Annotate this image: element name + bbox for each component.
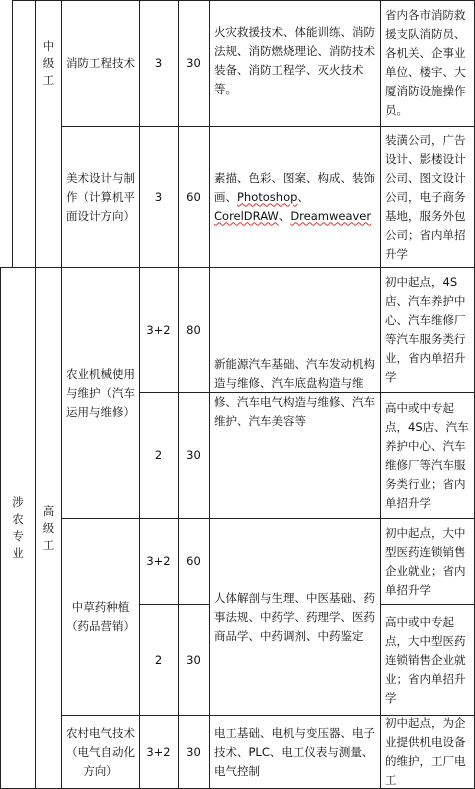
major-name-cell: [64, 127, 137, 267]
count-value: 80: [186, 322, 201, 337]
courses-text: 人体解剖与生理、中医基础、药事法规、中药学、药理学、医药商品学、中药调剂、中药鉴定: [214, 590, 375, 643]
major-name-cell: [64, 716, 137, 788]
count-cell: [178, 605, 209, 715]
courses-cell: [214, 519, 377, 715]
rule: [380, 0, 381, 789]
courses-fragment: 、: [278, 208, 291, 223]
courses-text: 新能源汽车基础、汽车发动机构造与维修、汽车底盘构造与维修、汽车电气构造与维修、汽车维护、汽车美容等: [214, 357, 375, 428]
direction-text: 初中起点，大中型医药连锁销售企业就业；省内单招升学: [385, 525, 466, 597]
rule: [61, 0, 62, 789]
direction-text: 省内各市消防救援支队消防员、各机关、企事业单位、楼宇、大厦消防设施操作员。: [385, 8, 466, 117]
years-cell: [139, 605, 178, 715]
category-text: 涉农专业: [12, 495, 24, 560]
software-name: Dreamweaver: [290, 208, 372, 223]
direction-cell: [385, 605, 471, 715]
count-cell: [178, 393, 209, 518]
count-cell: [178, 519, 209, 604]
count-value: 30: [186, 448, 201, 462]
level-label-mid: [36, 0, 61, 126]
years-cell: [139, 0, 178, 126]
count-cell: [178, 268, 209, 392]
count-cell: [178, 716, 209, 788]
direction-cell: [385, 519, 471, 604]
major-category-label: [1, 268, 35, 788]
direction-cell: [385, 127, 471, 267]
years-value: 3: [154, 55, 163, 70]
years-cell: [139, 519, 178, 604]
major-name-cell: [64, 268, 137, 518]
courses-cell: [214, 127, 377, 267]
courses-text: 火灾救援技术、体能训练、消防法规、消防燃烧理论、消防技术装备、消防工程学、灭火技术等。: [214, 25, 375, 96]
direction-cell: [385, 0, 471, 126]
software-name: Photoshop: [237, 189, 298, 204]
courses-cell: [214, 268, 377, 518]
direction-text: 装潢公司，广告设计、影楼设计公司、图文设计公司，电子商务基地，服务外包公司；省内单招升学: [385, 132, 466, 261]
courses-cell: [214, 716, 377, 788]
major-name: 美术设计与制作（计算机平面设计方向）: [66, 170, 135, 223]
count-value: 60: [186, 189, 201, 204]
years-value: 2: [154, 448, 163, 462]
level-text: 中级工: [42, 38, 55, 87]
count-cell: [178, 127, 209, 267]
direction-text: 初中起点，4S店、汽车养护中心、汽车维修厂等汽车服务类行业，省内单招升学: [385, 275, 466, 384]
major-name-cell: [64, 519, 137, 715]
courses-cell: [214, 0, 377, 126]
direction-cell: [385, 393, 471, 518]
courses-text: [214, 169, 377, 226]
rule: [209, 0, 210, 789]
courses-fragment: 、: [297, 189, 309, 204]
count-value: 30: [186, 744, 201, 759]
rule: [12, 0, 13, 268]
years-value: 3+2: [146, 554, 171, 568]
level-label-high: [36, 268, 61, 788]
years-cell: [139, 716, 178, 788]
courses-fragment: 素描、色彩、图案、构成、装饰画、: [214, 170, 375, 204]
years-value: 2: [154, 652, 163, 667]
major-name: 中草药种植（药品营销）: [66, 600, 135, 633]
years-cell: [139, 268, 178, 392]
direction-cell: [385, 716, 471, 788]
direction-text: 高中或中专起点，4S店、汽车养护中心、汽车维修厂等汽车服务类行业；省内单招升学: [385, 400, 469, 510]
years-value: 3+2: [146, 744, 171, 759]
direction-cell: [385, 268, 471, 392]
count-value: 30: [186, 55, 201, 70]
years-value: 3: [154, 189, 163, 204]
major-name: 消防工程技术: [66, 55, 135, 70]
direction-text: 高中或中专起点，大中型医药连锁销售企业就业；省内单招升学: [385, 614, 466, 705]
major-name: 农业机械使用与维护（汽车运用与维修）: [66, 366, 135, 419]
years-cell: [139, 393, 178, 518]
count-value: 30: [186, 652, 201, 667]
major-name-cell: [66, 0, 135, 126]
major-name: 农村电气技术（电气自动化方向）: [66, 725, 135, 778]
courses-text: 电工基础、电机与变压器、电子技术、PLC、电工仪表与测量、电气控制: [214, 725, 375, 778]
software-name: CorelDRAW: [214, 208, 279, 223]
years-cell: [139, 127, 178, 267]
direction-text: 初中起点，为企业提供机电设备的维护，工厂电工: [385, 716, 466, 787]
count-value: 60: [186, 554, 201, 568]
count-cell: [178, 0, 209, 126]
years-value: 3+2: [146, 322, 171, 337]
level-text: 高级工: [42, 503, 55, 552]
